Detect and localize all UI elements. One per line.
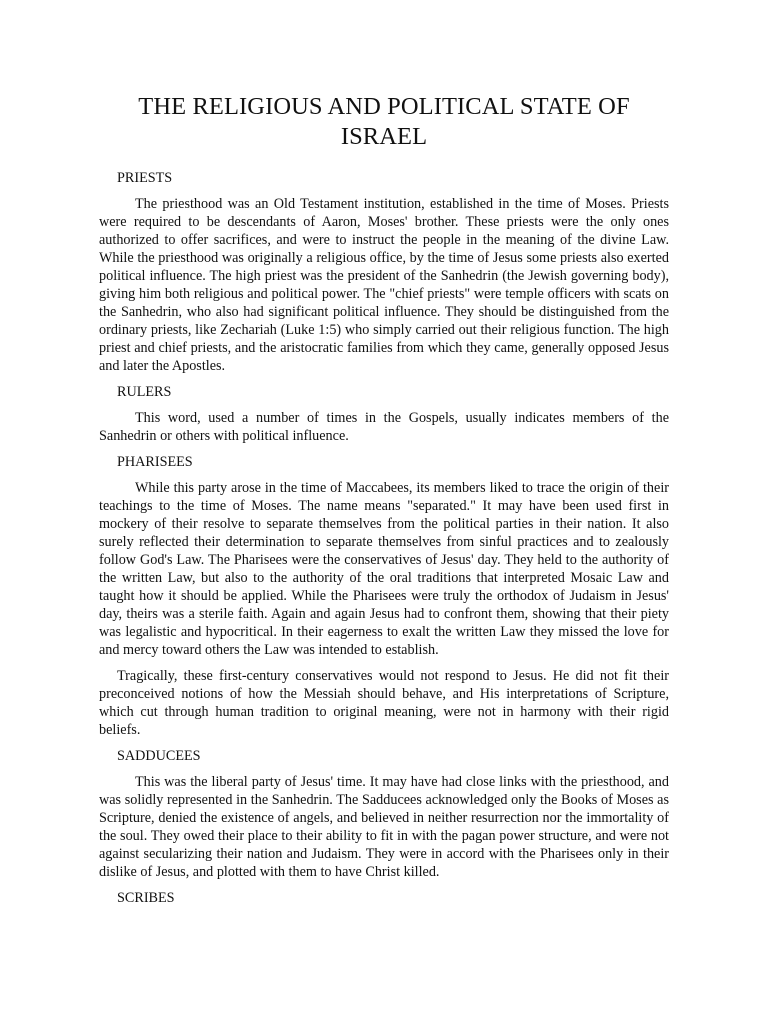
- paragraph-pharisees-2: Tragically, these first-century conservatives would not respond to Jesus. He did not fit their preconceived notions of how the Messiah should behave, and His interpretations of Scripture, which cut through human tradition to original meaning, were not in harmony with their rigid beliefs.: [99, 668, 669, 738]
- section-heading-rulers: RULERS: [117, 384, 172, 400]
- paragraph-priests: The priesthood was an Old Testament institution, established in the time of Moses. Priests were required to be descendants of Aaron, Moses' brother. These priests were the only ones authorized to offer sacrifices, and were to instruct the people in the meaning of the divine Law. While the priesthood was originally a religious office, by the time of Jesus some priests also exerted political influence. The high priest was the president of the Sanhedrin (the Jewish governing body), giving him both religious and political power. The "chief priests" were temple officers with scats on the Sanhedrin, who also had significant political influence. They should be distinguished from the ordinary priests, like Zechariah (Luke 1:5) who simply carried out their religious function. The high priest and chief priests, and the aristocratic families from which they came, generally opposed Jesus and later the Apostles.: [99, 196, 669, 374]
- paragraph-sadducees: This was the liberal party of Jesus' time. It may have had close links with the priesthood, and was solidly represented in the Sanhedrin. The Sadducees acknowledged only the Books of Moses as Scripture, denied the existence of angels, and believed in neither resurrection nor the immortality of the soul. They owed their place to their ability to fit in with the pagan power structure, and were not against secularizing their nation and Judaism. They were in accord with the Pharisees only in their dislike of Jesus, and plotted with them to have Christ killed.: [99, 774, 669, 880]
- document-page: [99, 92, 669, 915]
- page-title: THE RELIGIOUS AND POLITICAL STATE OF ISRAEL: [138, 93, 630, 150]
- section-heading-sadducees: SADDUCEES: [117, 748, 201, 764]
- section-heading-priests: PRIESTS: [117, 170, 173, 186]
- section-heading-pharisees: PHARISEES: [117, 454, 193, 470]
- paragraph-pharisees-1: While this party arose in the time of Maccabees, its members liked to trace the origin of their teachings to the time of Moses. The name means "separated." It may have been used first in mockery of their resolve to separate themselves from the political parties in their nation. It also surely reflected their determination to separate themselves from sinful practices and to zealously follow God's Law. The Pharisees were the conservatives of Jesus' day. They held to the authority of the written Law, but also to the authority of the oral traditions that interpreted Mosaic Law and taught how it should be applied. While the Pharisees were truly the orthodox of Judaism in Jesus' day, theirs was a sterile faith. Again and again Jesus had to confront them, showing that their piety was legalistic and hypocritical. In their eagerness to exalt the written Law they missed the love for and mercy toward others the Law was intended to establish.: [99, 480, 669, 658]
- section-heading-scribes: SCRIBES: [117, 890, 175, 906]
- paragraph-rulers: This word, used a number of times in the Gospels, usually indicates members of the Sanhedrin or others with political influence.: [99, 410, 669, 444]
